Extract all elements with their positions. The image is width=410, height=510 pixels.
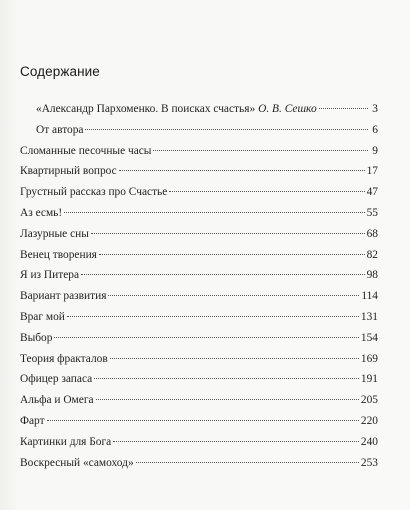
toc-entry [20,249,378,270]
toc-entry [20,269,378,290]
dot-leader [153,150,368,151]
toc-entry [20,311,378,332]
dot-leader [319,108,368,109]
dot-leader [47,420,359,421]
toc-entry-title: Лазурные сны [20,227,89,240]
toc-entry-page-number: 82 [366,248,378,261]
toc-entry [20,165,378,186]
toc-entry-page-number: 154 [360,331,378,344]
toc-entry [20,207,378,228]
toc-entry [20,394,378,415]
toc-entry [20,228,378,249]
toc-entry [20,186,378,207]
toc-entry-page-number: 205 [360,394,378,407]
toc-entry-title: Грустный рассказ про Счастье [20,186,168,199]
dot-leader [54,337,358,338]
toc-entry [20,103,378,124]
toc-entry-title: Вариант развития [20,290,107,303]
toc-entry [20,373,378,394]
dot-leader [136,462,359,463]
toc-entry-page-number: 47 [366,186,378,199]
dot-leader [108,295,359,296]
toc-entry-title: Теория фракталов [20,352,108,365]
toc-entry-title: Враг мой [20,310,65,323]
toc-entry-title: Картинки для Бога [20,435,112,448]
toc-entry [20,332,378,353]
dot-leader [99,254,365,255]
dot-leader [110,358,359,359]
dot-leader [91,233,365,234]
toc-entry [20,415,378,436]
toc-entry-title: Офицер запаса [20,373,93,386]
dot-leader [119,170,365,171]
toc-entry-page-number: 68 [366,227,378,240]
toc-entry-page-number: 3 [372,103,378,115]
toc-entry-page-number: 9 [372,144,378,157]
toc-entry-page-number: 169 [360,352,378,365]
toc-entry-title: Воскресный «самоход» [20,456,134,469]
toc-entry-author: О. В. Сешко [258,103,317,115]
toc-entry-page-number: 17 [366,165,378,178]
toc-entry-page-number: 220 [360,414,378,427]
toc-entry-title: Аз есмь! [20,206,63,219]
toc-entry-title: Выбор [20,331,53,344]
dot-leader [64,212,364,213]
toc-entry-page-number: 253 [360,456,378,469]
dot-leader [81,274,365,275]
toc-entry [20,290,378,311]
toc-entry-page-number: 114 [361,290,378,303]
dot-leader [169,191,364,192]
toc-entry-page-number: 240 [360,435,378,448]
toc-entry-title: От автора [36,123,84,136]
toc-entry-title: Сломанные песочные часы [20,144,152,157]
toc-entry-page-number: 131 [360,310,378,323]
toc-entry [20,457,378,478]
toc-entry-page-number: 191 [360,373,378,386]
toc-entry [20,145,378,166]
toc-entry [20,124,378,145]
dot-leader [113,441,359,442]
toc-entry-page-number: 6 [372,123,378,136]
toc-entry-title: Альфа и Омега [20,394,94,407]
toc-entry-title: Фарт [20,414,45,427]
toc-entry-title: Квартирный вопрос [20,165,117,178]
toc-entry-title: Венец творения [20,248,97,261]
dot-leader [94,378,359,379]
toc-list [20,103,378,477]
toc-entry-page-number: 55 [366,206,378,219]
toc-heading: Содержание [20,64,100,79]
dot-leader [96,399,359,400]
toc-entry-title: «Александр Пархоменко. В поисках счастья» [36,103,256,115]
toc-entry [20,353,378,374]
toc-entry [20,436,378,457]
toc-entry-title: Я из Питера [20,269,79,282]
toc-entry-page-number: 98 [366,269,378,282]
dot-leader [85,129,368,130]
dot-leader [67,316,359,317]
